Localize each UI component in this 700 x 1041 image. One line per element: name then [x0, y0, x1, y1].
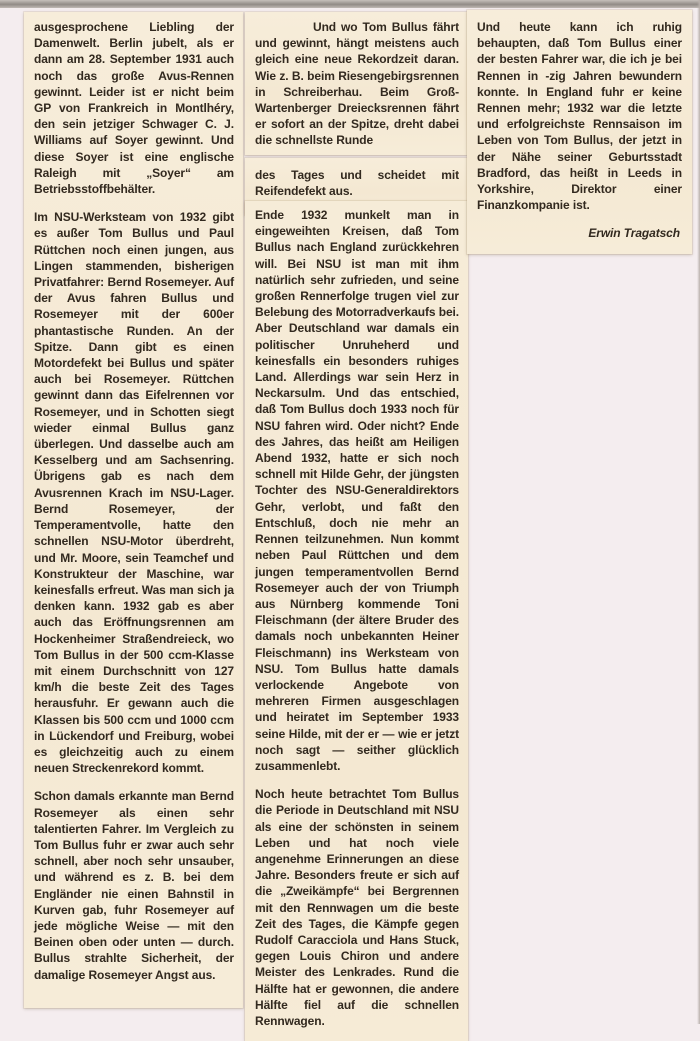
paragraph-avus-1931: ausgesprochene Liebling der Damenwelt. Berlin jubelt, als er dann am 28. September 1931 auch noch das große Avus-Rennen gewinnt. Leider ist er nicht beim GP von Frankreich in Montlhéry, den sein jetziger Schwager C. J. Williams auf Soyer gewinnt. Und diese Soyer ist eine englische Raleigh mit „Soyer“ am Betriebsstoffbehälter.: [34, 20, 234, 197]
paragraph-schlusswort: Und heute kann ich ruhig behaupten, daß Tom Bullus einer der besten Fahrer war, die ich je bei Rennen in -zig Jahren bewundern konnte. In England fuhr er keine Rennen mehr; 1932 war die letzte und erfolgreichste Rennsaison im Leben von Tom Bullus, der jetzt in der Nähe seiner Geburtsstadt Bradford, das heißt in Leeds in Yorkshire, Direktor einer Finanzkompanie ist.: [477, 20, 682, 213]
paragraph-rosemeyer-vergleich: Schon damals erkannte man Bernd Rosemeyer als einen sehr talentierten Fahrer. Im Vergleich zu Tom Bullus fuhr er zwar auch sehr schnell, aber noch sehr unsauber, und während es z. B. bei dem Engländer nie einen Bahnstil in Kurven gab, fuhr Rosemeyer auf jede mögliche Weise — mit den Beinen oben oder unten — durch. Bullus strahlte Sicherheit, der damalige Rosemeyer Angst aus.: [34, 789, 234, 982]
author-byline: Erwin Tragatsch: [588, 226, 680, 241]
clipping-column-3: [467, 10, 692, 254]
clipping-column-1: [24, 12, 243, 1008]
scan-edge-top: [0, 0, 700, 8]
clipping-strip-ende-1932: [245, 201, 468, 1041]
paragraph-reifendefekt: des Tages und scheidet mit Reifendefekt aus.: [255, 167, 459, 198]
paragraph-nsu-werksteam-1932: Im NSU-Werksteam von 1932 gibt es außer Tom Bullus und Paul Rüttchen noch einen jungen, aus Lingen stammenden, bisherigen Privatfahrer: Bernd Rosemeyer. Auf der Avus fahren Bullus und Rosemeyer mit der 600er phantastische Runden. An der Spitze. Dann gibt es einen Motordefekt bei Bullus und später auch bei Rosemeyer. Rüttchen gewinnt dann das Eifelrennen vor Rosemeyer, und in Schotten siegt wieder einmal Bullus ganz überlegen. Und dasselbe auch am Kesselberg und am Sachsenring. Übrigens gab es nach dem Avusrennen Krach im NSU-Lager. Bernd Rosemeyer, der Temperamentvolle, hatte den schnellen NSU-Motor überdreht, und Mr. Moore, sein Teamchef und Konstrukteur der Maschine, war keinesfalls erfreut. Was man sich ja denken kann. 1932 gab es aber auch das Eröffnungsrennen am Hockenheimer Straßendreieck, wo Tom Bullus in der 500 ccm-Klasse mit einem Durchschnitt von 127 km/h die beste Zeit des Tages herausfuhr. Er gewann auch die Klassen bis 500 ccm und 1000 ccm in Lückendorf und Freiburg, wobei es gleichzeitig auch zu einem neuen Streckenrekord kommt.: [34, 210, 234, 776]
paragraph-rueckblick: Noch heute betrachtet Tom Bullus die Periode in Deutschland mit NSU als eine der schönsten in seinem Leben und hat noch viele angenehme Erinnerungen an diese Jahre. Besonders freute er sich auf die „Zweikämpfe“ bei Bergrennen mit den Rennwagen um die beste Zeit des Tages, die Kämpfe gegen Rudolf Caracciola und Hans Stuck, gegen Louis Chiron und andere Meister des Lenkrades. Rund die Hälfte hat er gewonnen, die andere Hälfte fiel auf die schnellen Rennwagen.: [255, 787, 459, 1028]
clipping-strip-rekordzeit: [245, 12, 468, 155]
paragraph-ende-1932: Ende 1932 munkelt man in eingeweihten Kreisen, daß Tom Bullus nach England zurückkehren will. Bei NSU ist man mit ihm natürlich sehr zufrieden, und seine großen Rennerfolge trugen viel zur Belebung des Motorradverkaufs bei. Aber Deutschland war damals ein politischer Unruheherd und keinesfalls ein besonders ruhiges Land. Allerdings war sein Herz in Neckarsulm. Und das entschied, daß Tom Bullus doch 1933 noch für NSU fahren wird. Oder nicht? Ende des Jahres, das heißt am Heiligen Abend 1932, hatte er sich noch schnell mit Hilde Gehr, der jüngsten Tochter des NSU-Generaldirektors Gehr, verlobt, und faßt den Entschluß, doch nie mehr an Rennen teilzunehmen. Nun kommt neben Paul Rüttchen und dem jungen temperamentvollen Bernd Rosemeyer auch der von Triumph aus Nürnberg kommende Toni Fleischmann (der ältere Bruder des damals noch unbekannten Heiner Fleischmann) ins Werksteam von NSU. Tom Bullus hatte damals verlockende Angebote von mehreren Firmen ausgeschlagen und heiratet im September 1933 seine Hilde, mit der er — wie er jetzt noch sagt — seither glücklich zusammenlebt.: [255, 208, 459, 773]
paragraph-rekordzeit: Und wo Tom Bullus fährt und gewinnt, hängt meistens auch gleich eine neue Rekordzeit daran. Wie z. B. beim Riesengebirgsrennen in Schreiberhau. Beim Groß-Wartenberger Dreiecksrennen fährt er sofort an der Spitze, dreht dabei die schnellste Runde: [255, 20, 459, 148]
clipping-column-2: [245, 12, 468, 1041]
